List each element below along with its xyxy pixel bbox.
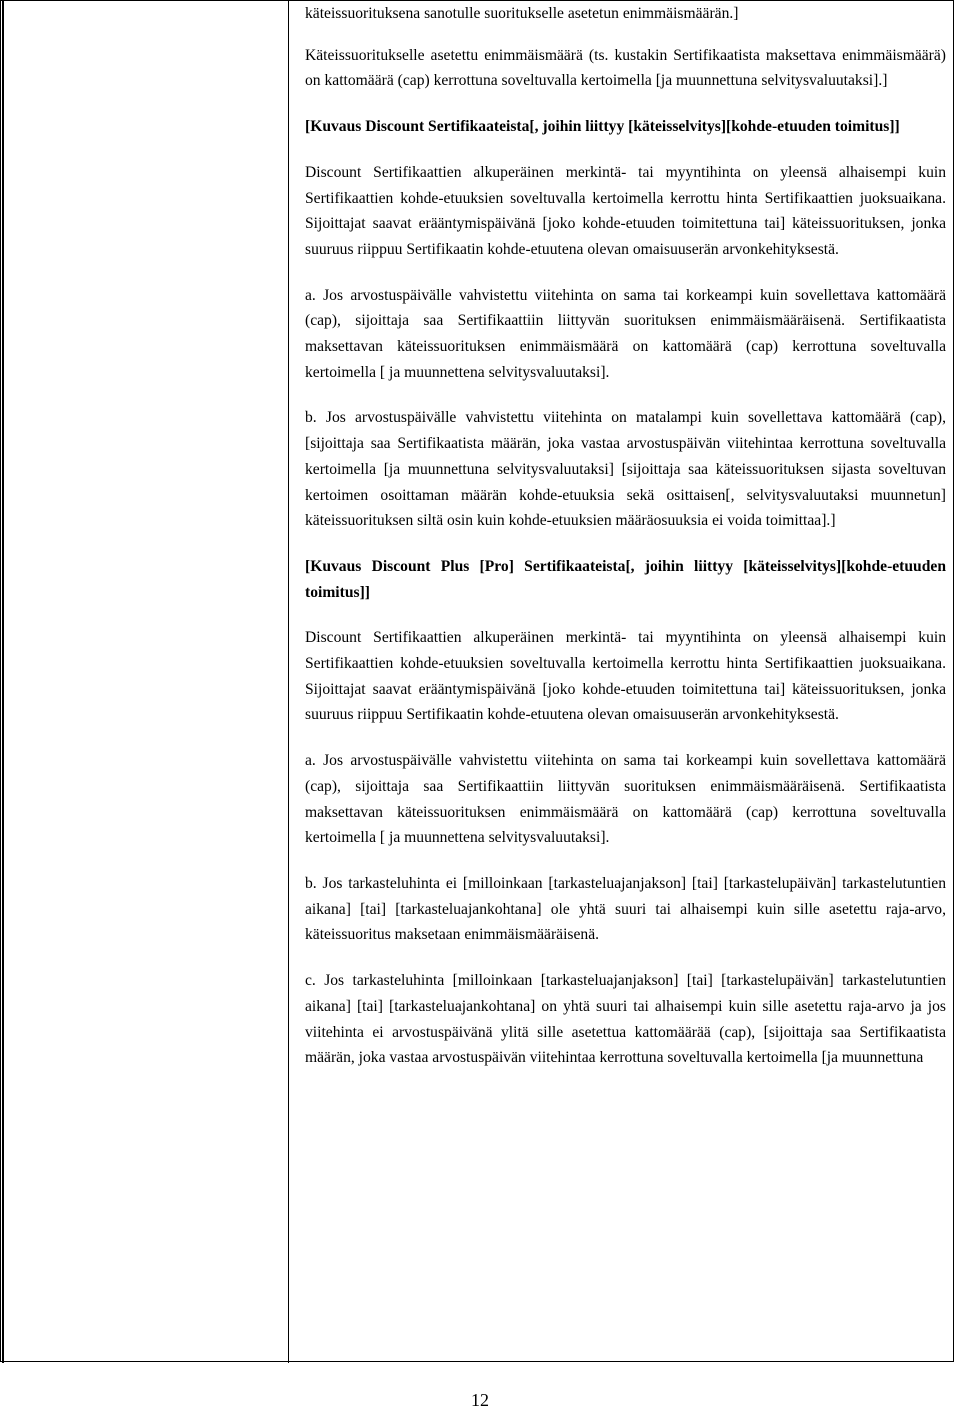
paragraph-discount-plus-case-b: b. Jos tarkasteluhinta ei [milloinkaan [tarkasteluajanjakson] [tai] [tarkastelupäivän] tarkastelutuntien aikana] [tai] [tarkasteluajankohtana] ole yhtä suuri tai alhaisempi kuin sille asetettu raja-arvo, käteissuoritus maksetaan enimmäismääräisenä. [305,874,946,944]
table-left-border [2,1,4,1363]
paragraph-continuation: käteissuorituksena sanotulle suoritukselle asetetun enimmäismäärän.] [305,5,739,22]
paragraph-discount-plus-description: Discount Sertifikaattien alkuperäinen merkintä- tai myyntihinta on yleensä alhaisempi kuin Sertifikaattien kohde-etuuksien soveltuvalla kertoimella kerrottu hinta Sertifikaattien juoksuaikana. Sijoittajat saavat erääntymispäivänä [joko kohde-etuuden toimitettuna tai] käteissuorituksen, jonka suuruus riippuu Sertifikaatin kohde-etuutena olevan omaisuuserän arvonkehityksestä. [305,629,946,724]
paragraph-discount-plus-case-c: c. Jos tarkasteluhinta [milloinkaan [tarkasteluajanjakson] [tai] [tarkastelupäivän] tarkastelutuntien aikana] [tai] [tarkasteluajankohtana] on yhtä suuri tai alhaisempi kuin sille asetettu raja-arvo ja jos viitehinta ei arvostuspäivänä ylitä sille asetettua kattomäärää (cap), [sijoittaja saa Sertifikaatista määrän, joka vastaa arvostuspäivän viitehintaa kerrottuna soveltuvalla kertoimella [ja muunnettuna [305,972,946,1067]
paragraph-discount-description: Discount Sertifikaattien alkuperäinen merkintä- tai myyntihinta on yleensä alhaisempi kuin Sertifikaattien kohde-etuuksien soveltuvalla kertoimella kerrottu hinta Sertifikaattien juoksuaikana. Sijoittajat saavat erääntymispäivänä [joko kohde-etuuden toimitettuna tai] käteissuorituksen, jonka suuruus riippuu Sertifikaatin kohde-etuutena olevan omaisuuserän arvonkehityksestä. [305,163,946,258]
paragraph-discount-case-a: a. Jos arvostuspäivälle vahvistettu viitehinta on sama tai korkeampi kuin sovellettava kattomäärä (cap), sijoittaja saa Sertifikaattiin liittyvän suorituksen enimmäismääräisenä. Sertifikaatista maksettavan käteissuorituksen enimmäismäärä on kattomäärä (cap) kerrottuna soveltuvalla kertoimella [ ja muunnettena selvitysvaluutaksi]. [305,286,946,381]
table-column-divider [288,1,289,1363]
paragraph-discount-plus-case-a: a. Jos arvostuspäivälle vahvistettu viitehinta on sama tai korkeampi kuin sovellettava kattomäärä (cap), sijoittaja saa Sertifikaattiin liittyvän suorituksen enimmäismääräisenä. Sertifikaatista maksettavan käteissuorituksen enimmäismäärä on kattomäärä (cap) kerrottuna soveltuvalla kertoimella [ ja muunnettena selvitysvaluutaksi]. [305,752,946,847]
paragraph-discount-case-b: b. Jos arvostuspäivälle vahvistettu viitehinta on matalampi kuin sovellettava kattomäärä (cap), [sijoittaja saa Sertifikaatista määrän, joka vastaa arvostuspäivän viitehintaa kerrottuna soveltuvalla kertoimella [ja muunnettuna selvitysvaluutaksi] [sijoittaja saa käteissuorituksen sijasta soveltuvan kertoimen osoittaman määrän kohde-etuuksia sekä osittaisen[, selvitysvaluutaksi muunnetun] käteissuorituksen siltä osin kuin kohde-etuuksien määräosuuksia ei voida toimittaa].] [305,409,946,530]
heading-discount-plus-certificates: [Kuvaus Discount Plus [Pro] Sertifikaateista[, joihin liittyy [käteisselvitys][kohde-etuuden toimitus]] [305,557,946,601]
heading-discount-certificates: [Kuvaus Discount Sertifikaateista[, joihin liittyy [käteisselvitys][kohde-etuuden toimitus]] [305,118,900,136]
content-cell [305,1,946,1091]
paragraph-cash-settlement-max: Käteissuoritukselle asetettu enimmäismäärä (ts. kustakin Sertifikaatista maksettava enimmäismäärä) on kattomäärä (cap) kerrottuna soveltuvalla kertoimella [ja muunnettuna selvitysvaluutaksi].] [305,46,946,90]
page-number: 12 [471,1390,489,1410]
